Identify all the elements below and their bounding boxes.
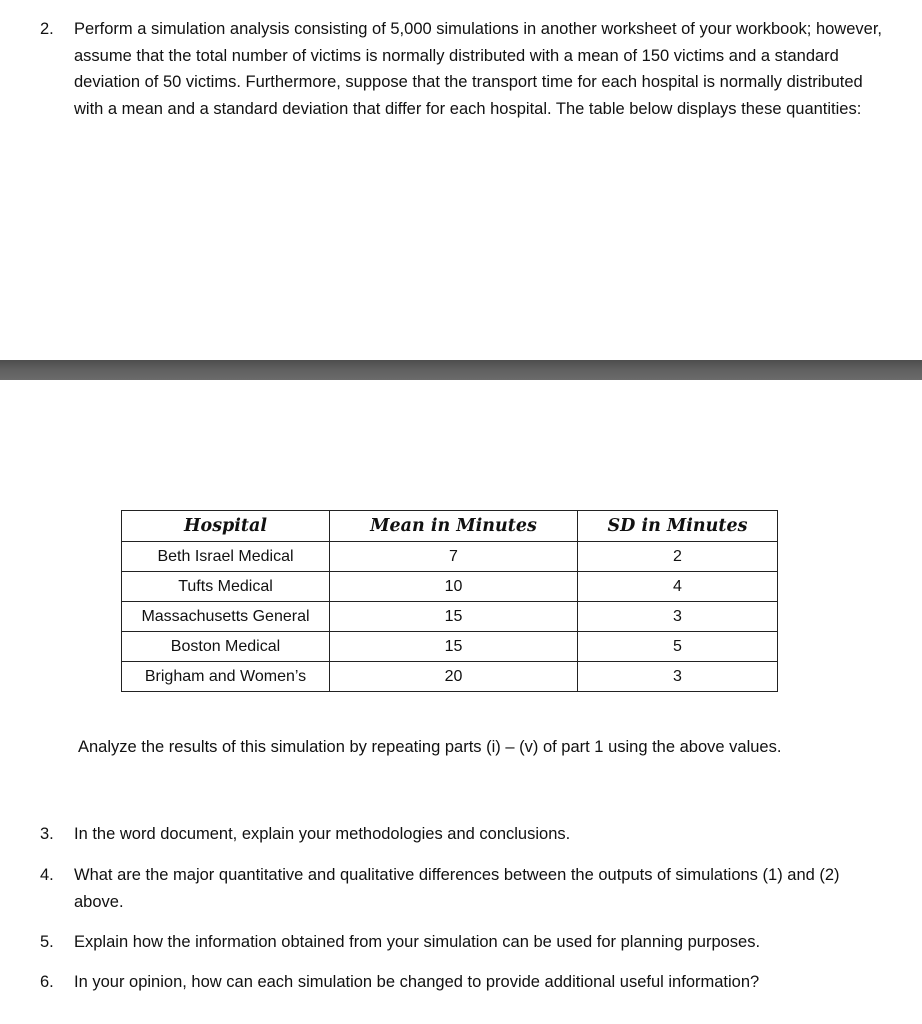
question-2 [40,16,890,122]
cell-hospital: Beth Israel Medical [122,542,330,572]
table-row [122,662,778,692]
table-row [122,602,778,632]
question-number: 3. [40,825,54,843]
question-number: 6. [40,973,54,991]
question-number: 5. [40,933,54,951]
cell-sd: 3 [578,662,778,692]
hospital-table [121,510,778,692]
header-mean: Mean in Minutes [330,511,578,542]
table-row [122,542,778,572]
question-text: What are the major quantitative and qualitative differences between the outputs of simulations (1) and (2) above. [74,866,840,911]
question-number: 2. [40,20,54,38]
question-3 [40,821,890,848]
question-text: Perform a simulation analysis consisting of 5,000 simulations in another worksheet of your workbook; however, assume that the total number of victims is normally distributed with a mean of 150 victims and a standard deviation of 50 victims. Furthermore, suppose that the transport time for each hospital is normally distributed with a mean and a standard deviation that differ for each hospital. The table below displays these quantities: [74,20,882,118]
question-5 [40,929,890,956]
cell-sd: 4 [578,572,778,602]
cell-mean: 7 [330,542,578,572]
question-text: Explain how the information obtained from your simulation can be used for planning purposes. [74,933,761,951]
table-row [122,572,778,602]
analyze-instruction: Analyze the results of this simulation by repeating parts (i) – (v) of part 1 using the above values. [78,738,782,756]
table-header-row [122,511,778,542]
cell-mean: 20 [330,662,578,692]
header-hospital: Hospital [122,511,330,542]
cell-sd: 5 [578,632,778,662]
cell-hospital: Tufts Medical [122,572,330,602]
question-text: In your opinion, how can each simulation be changed to provide additional useful information? [74,973,760,991]
question-number: 4. [40,866,54,884]
cell-hospital: Massachusetts General [122,602,330,632]
cell-sd: 3 [578,602,778,632]
cell-mean: 15 [330,632,578,662]
question-6 [40,969,890,996]
header-sd: SD in Minutes [578,511,778,542]
question-text: In the word document, explain your methodologies and conclusions. [74,825,571,843]
cell-mean: 10 [330,572,578,602]
cell-sd: 2 [578,542,778,572]
question-4 [40,862,890,915]
cell-hospital: Brigham and Women’s [122,662,330,692]
cell-mean: 15 [330,602,578,632]
cell-hospital: Boston Medical [122,632,330,662]
page-divider [0,360,922,380]
table-row [122,632,778,662]
